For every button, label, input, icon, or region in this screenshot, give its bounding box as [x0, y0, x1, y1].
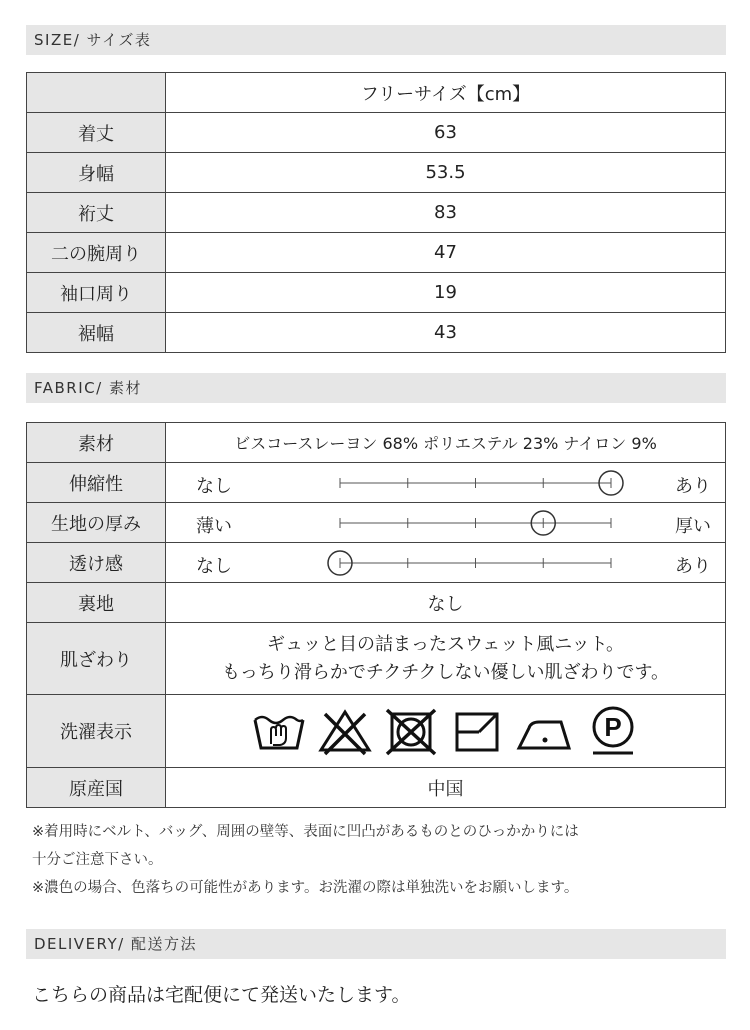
dry-clean-p-letter: P [603, 712, 622, 742]
size-label: 裄丈 [27, 193, 166, 233]
size-value: 53.5 [166, 153, 726, 193]
table-row [27, 193, 726, 233]
size-value: 63 [166, 113, 726, 153]
size-table-corner [27, 73, 166, 113]
stretch-label: 伸縮性 [27, 463, 166, 503]
scale-right-label: 厚い [675, 515, 711, 537]
origin-value: 中国 [166, 768, 726, 808]
iron-low-icon [515, 706, 575, 756]
size-label: 着丈 [27, 113, 166, 153]
notes [32, 818, 732, 902]
table-row [27, 113, 726, 153]
hand-wash-icon [251, 706, 307, 756]
table-row [27, 695, 726, 768]
no-tumble-dry-icon [383, 706, 439, 756]
table-row [27, 153, 726, 193]
table-row [27, 313, 726, 353]
no-bleach-icon [317, 706, 373, 756]
table-row [27, 423, 726, 463]
material-value: ビスコースレーヨン 68% ポリエステル 23% ナイロン 9% [166, 423, 726, 463]
size-value: 83 [166, 193, 726, 233]
care-label: 洗濯表示 [27, 695, 166, 768]
feel-line: もっちり滑らかでチクチクしない優しい肌ざわりです。 [221, 661, 670, 683]
thickness-scale [166, 503, 726, 543]
thickness-label: 生地の厚み [27, 503, 166, 543]
scale-right-label: あり [675, 475, 711, 497]
fabric-table [26, 422, 726, 808]
note-line: ※着用時にベルト、バッグ、周囲の壁等、表面に凹凸があるものとのひっかかりには [32, 824, 579, 840]
table-row [27, 273, 726, 313]
sheerness-label: 透け感 [27, 543, 166, 583]
table-row [27, 233, 726, 273]
feel-line: ギュッと目の詰まったスウェット風ニット。 [267, 633, 624, 655]
fabric-section-header: FABRIC/ 素材 [26, 373, 726, 403]
note-line: 十分ご注意下さい。 [32, 852, 163, 868]
feel-label: 肌ざわり [27, 623, 166, 695]
size-value: 47 [166, 233, 726, 273]
delivery-section-header: DELIVERY/ 配送方法 [26, 929, 726, 959]
material-label: 素材 [27, 423, 166, 463]
lining-label: 裏地 [27, 583, 166, 623]
size-value: 19 [166, 273, 726, 313]
size-section-header: SIZE/ サイズ表 [26, 25, 726, 55]
scale-left-label: なし [196, 475, 232, 497]
size-label: 裾幅 [27, 313, 166, 353]
table-row [27, 463, 726, 503]
size-label: 二の腕周り [27, 233, 166, 273]
size-column-header: フリーサイズ【cm】 [166, 73, 726, 113]
size-label: 身幅 [27, 153, 166, 193]
feel-value [166, 623, 726, 695]
scale-left-label: 薄い [196, 515, 232, 537]
thickness-scale-track [261, 504, 631, 542]
care-symbols [166, 695, 726, 768]
table-row [27, 623, 726, 695]
scale-left-label: なし [196, 555, 232, 577]
lining-value: なし [166, 583, 726, 623]
scale-right-label: あり [675, 555, 711, 577]
table-row [27, 503, 726, 543]
size-label: 袖口周り [27, 273, 166, 313]
table-row [27, 543, 726, 583]
dry-clean-p-icon [585, 704, 641, 758]
size-table [26, 72, 726, 353]
note-line: ※濃色の場合、色落ちの可能性があります。お洗濯の際は単独洗いをお願いします。 [32, 880, 579, 896]
sheerness-scale [166, 543, 726, 583]
line-dry-icon [449, 706, 505, 756]
origin-label: 原産国 [27, 768, 166, 808]
stretch-scale [166, 463, 726, 503]
table-row [27, 768, 726, 808]
delivery-text: こちらの商品は宅配便にて発送いたします。 [32, 984, 411, 1006]
sheerness-scale-track [261, 544, 631, 582]
stretch-scale-track [261, 464, 631, 502]
table-row [27, 583, 726, 623]
size-value: 43 [166, 313, 726, 353]
